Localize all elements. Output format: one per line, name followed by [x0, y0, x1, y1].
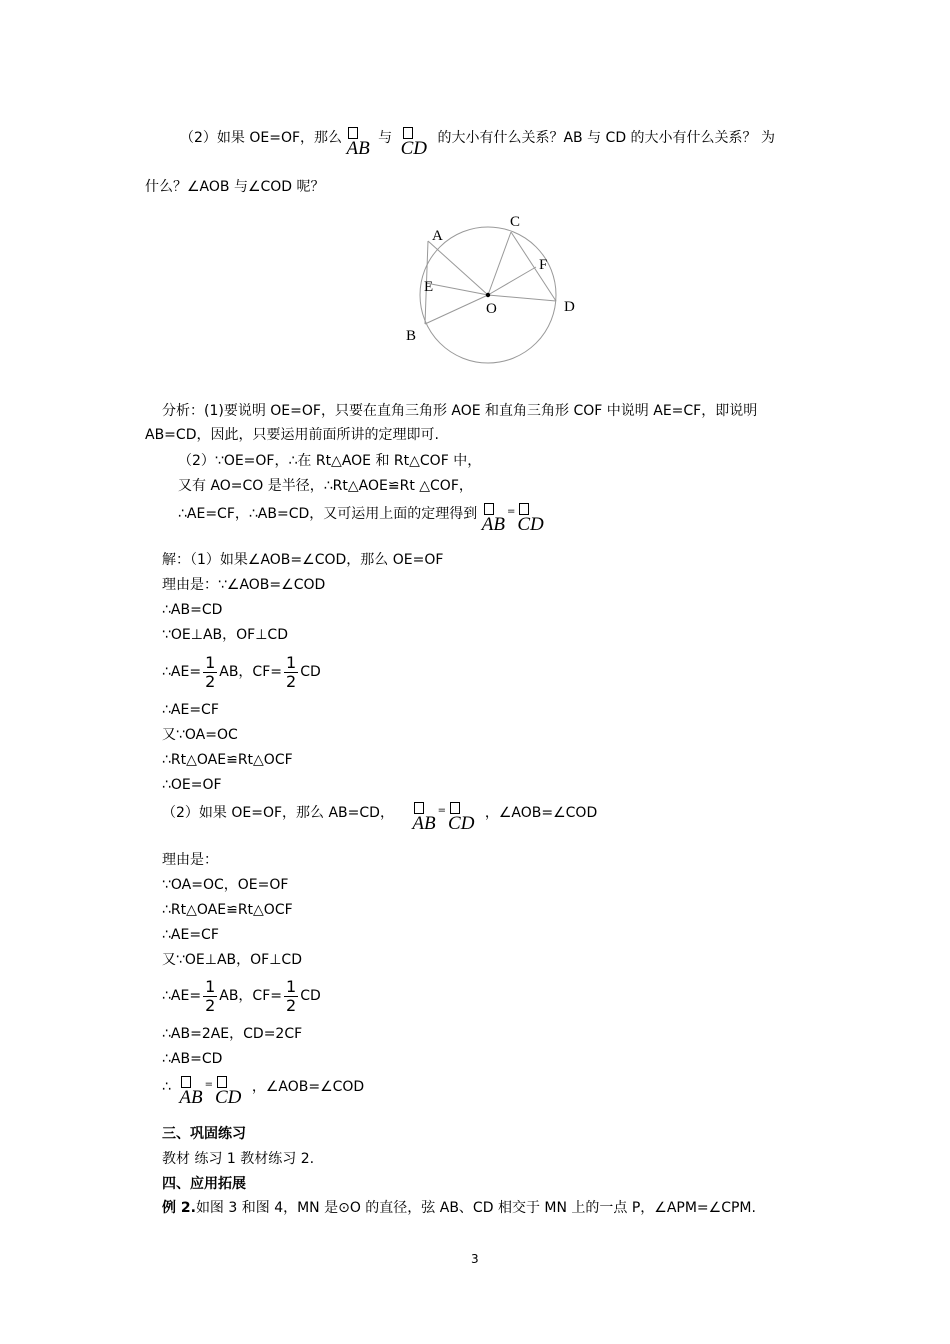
- circle-figure: [400, 210, 590, 385]
- analysis-line-2: AB=CD，因此，只要运用前面所讲的定理即可.: [145, 427, 439, 443]
- analysis-line-4: 又有 AO=CO 是半径，∴Rt△AOE≌Rt △COF，: [178, 478, 473, 494]
- solution-line-10: （2）如果 OE=OF，那么 AB=CD， AB= CD ，∠AOB=∠COD: [162, 802, 597, 834]
- page-number: 3: [471, 1252, 479, 1266]
- fraction-half: $\frac{1}{2}$: [205, 652, 216, 691]
- question-line-2: 什么？∠AOB 与∠COD 呢？: [145, 179, 325, 195]
- arc-ab: AB: [412, 804, 435, 834]
- solution-line-2: 理由是：∵∠AOB=∠COD: [162, 577, 326, 593]
- question-line-1: （2）如果 OE=OF，那么 AB 与 CD 的大小有什么关系？AB 与 CD 的大小有什么关系？ 为: [180, 129, 775, 159]
- solution-line-17: ∴AB=2AE，CD=2CF: [162, 1026, 303, 1042]
- arc-cd: CD: [448, 804, 474, 834]
- label-c: C: [510, 214, 521, 230]
- solution-line-16: ∴AE= $\frac{1}{2}$ AB，CF= $\frac{1}{2}$ CD: [162, 976, 321, 1015]
- analysis-line-5: ∴AE=CF，∴AB=CD，又可运用上面的定理得到 AB= CD: [178, 503, 544, 535]
- solution-line-18: ∴AB=CD: [162, 1051, 223, 1067]
- label-o: O: [486, 301, 497, 317]
- analysis-line-1: 分析：(1)要说明 OE=OF，只要在直角三角形 AOE 和直角三角形 COF 中说明 AE=CF，即说明: [162, 403, 758, 419]
- solution-line-5: ∴AE= $\frac{1}{2}$ AB，CF= $\frac{1}{2}$ CD: [162, 652, 321, 691]
- analysis-line-3: （2）∵OE=OF，∴在 Rt△AOE 和 Rt△COF 中，: [178, 453, 482, 469]
- arc-ab: AB: [179, 1078, 202, 1108]
- solution-line-9: ∴OE=OF: [162, 777, 222, 793]
- label-b: B: [406, 328, 417, 344]
- arc-ab: AB: [346, 129, 369, 159]
- solution-line-11: 理由是：: [162, 852, 218, 868]
- label-a: A: [432, 228, 443, 244]
- solution-line-6: ∴AE=CF: [162, 702, 219, 718]
- solution-line-3: ∴AB=CD: [162, 602, 223, 618]
- fraction-half: $\frac{1}{2}$: [205, 976, 216, 1015]
- arc-ab: AB: [482, 505, 505, 535]
- fraction-half: $\frac{1}{2}$: [286, 652, 297, 691]
- solution-line-14: ∴AE=CF: [162, 927, 219, 943]
- solution-line-1: 解：（1）如果∠AOB=∠COD，那么 OE=OF: [162, 552, 444, 568]
- section4-heading: 四、应用拓展: [162, 1176, 246, 1192]
- solution-line-4: ∵OE⊥AB，OF⊥CD: [162, 627, 288, 643]
- label-d: D: [564, 299, 575, 315]
- solution-line-7: 又∵OA=OC: [162, 727, 238, 743]
- solution-line-13: ∴Rt△OAE≌Rt△OCF: [162, 902, 293, 918]
- label-e: E: [424, 279, 434, 295]
- fraction-half: $\frac{1}{2}$: [286, 976, 297, 1015]
- example-2: 例 2.如图 3 和图 4，MN 是⊙O 的直径，弦 AB、CD 相交于 MN 上的一点 P，∠APM=∠CPM.: [162, 1200, 756, 1216]
- solution-line-15: 又∵OE⊥AB，OF⊥CD: [162, 952, 302, 968]
- section3-heading: 三、巩固练习: [162, 1126, 246, 1142]
- arc-cd: CD: [215, 1078, 241, 1108]
- section3-text: 教材 练习 1 教材练习 2.: [162, 1151, 315, 1167]
- solution-line-12: ∵OA=OC，OE=OF: [162, 877, 289, 893]
- solution-line-19: ∴ AB= CD ，∠AOB=∠COD: [162, 1076, 364, 1108]
- arc-cd: CD: [401, 129, 427, 159]
- arc-cd: CD: [517, 505, 543, 535]
- label-f: F: [539, 257, 548, 273]
- solution-line-8: ∴Rt△OAE≌Rt△OCF: [162, 752, 293, 768]
